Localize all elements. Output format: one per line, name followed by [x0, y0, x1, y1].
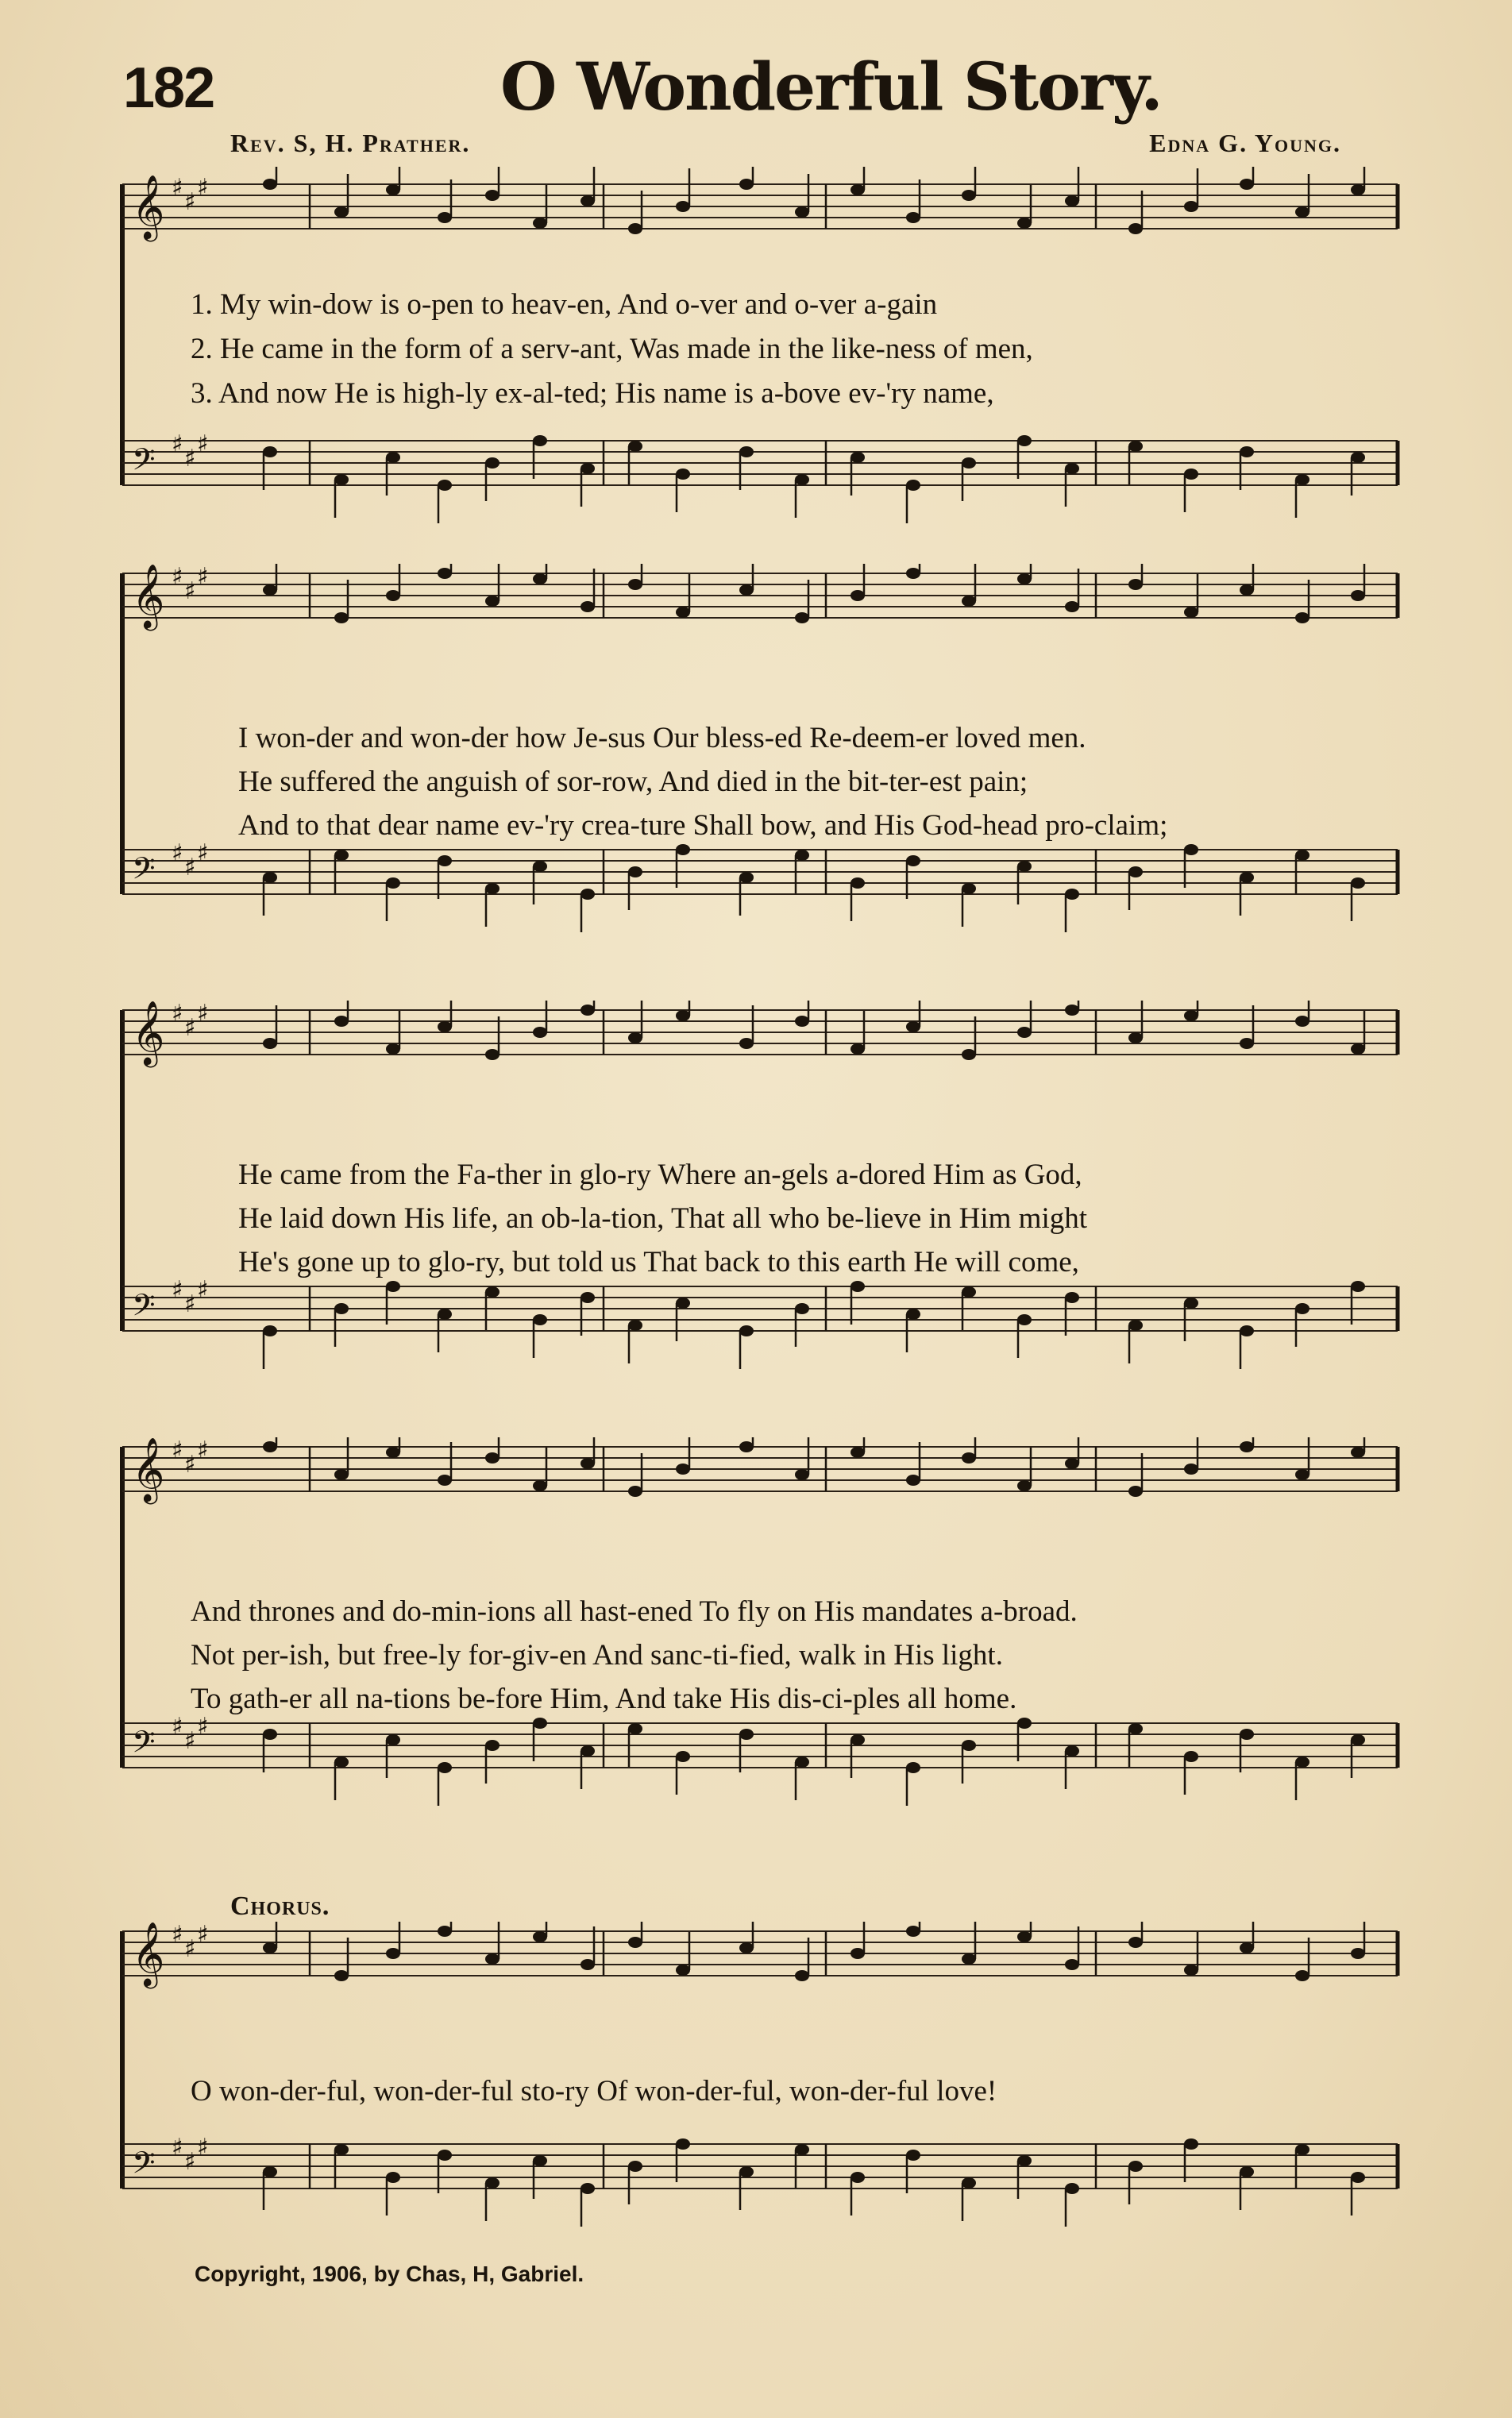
- note-head: [1351, 1948, 1365, 1959]
- note-head: [739, 2166, 754, 2177]
- note-head: [795, 1970, 809, 1981]
- note-head: [1184, 1464, 1198, 1475]
- sharp-icon: ♯: [172, 174, 183, 202]
- lyricist-credit: Rev. S, H. Prather.: [230, 129, 471, 157]
- verse-2-line-3: He laid down His life, an ob-la-tion, That all who be-lieve in Him might: [238, 1202, 1088, 1235]
- note-head: [1128, 1723, 1143, 1734]
- note-head: [676, 1965, 690, 1976]
- note-head: [533, 1931, 547, 1942]
- sharp-icon: ♯: [172, 1001, 183, 1028]
- note-head: [850, 877, 865, 889]
- bass-clef-icon: 𝄢: [132, 1724, 156, 1767]
- note-head: [795, 1303, 809, 1314]
- note-head: [580, 2183, 595, 2194]
- note-head: [739, 1038, 754, 1049]
- note-head: [1351, 2172, 1365, 2183]
- note-head: [334, 850, 349, 861]
- note-head: [533, 1314, 547, 1325]
- note-head: [386, 1281, 400, 1292]
- treble-clef-icon: 𝄞: [132, 1001, 165, 1065]
- note-head: [795, 206, 809, 218]
- note-head: [1065, 601, 1079, 612]
- sharp-icon: ♯: [197, 430, 209, 458]
- note-head: [386, 1043, 400, 1055]
- system-2: [111, 564, 1410, 961]
- note-head: [676, 607, 690, 618]
- note-head: [676, 2138, 690, 2150]
- note-head: [533, 861, 547, 872]
- verse-1-line-2: I won-der and won-der how Je-sus Our bless-ed Re-deem-er loved men.: [238, 722, 1086, 754]
- note-head: [1240, 446, 1254, 457]
- note-head: [485, 1286, 499, 1298]
- note-head: [386, 2172, 400, 2183]
- note-head: [1128, 2161, 1143, 2172]
- note-head: [739, 446, 754, 457]
- note-head: [263, 1038, 277, 1049]
- note-head: [1065, 1745, 1079, 1757]
- sharp-icon: ♯: [197, 2134, 209, 2162]
- sharp-icon: ♯: [172, 1922, 183, 1949]
- note-head: [1295, 612, 1310, 623]
- note-head: [263, 1441, 277, 1452]
- note-head: [438, 1309, 452, 1320]
- note-head: [1295, 1757, 1310, 1768]
- note-head: [739, 179, 754, 190]
- note-head: [676, 469, 690, 480]
- note-head: [628, 1032, 642, 1043]
- note-head: [386, 877, 400, 889]
- note-head: [1295, 1970, 1310, 1981]
- note-head: [676, 844, 690, 855]
- note-head: [580, 601, 595, 612]
- copyright-notice: Copyright, 1906, by Chas, H, Gabriel.: [195, 2262, 584, 2286]
- note-head: [628, 1320, 642, 1331]
- system-4: [111, 1437, 1410, 1834]
- note-head: [485, 190, 499, 201]
- note-head: [580, 889, 595, 900]
- note-head: [438, 1762, 452, 1773]
- sharp-icon: ♯: [184, 854, 196, 881]
- note-head: [1240, 1038, 1254, 1049]
- note-head: [1128, 441, 1143, 452]
- note-head: [1240, 2166, 1254, 2177]
- note-head: [485, 1953, 499, 1965]
- note-head: [795, 1016, 809, 1027]
- system-3: [111, 1001, 1410, 1398]
- treble-clef-icon: 𝄞: [132, 1922, 165, 1986]
- note-head: [906, 2150, 920, 2161]
- hymn-number: 182: [123, 56, 214, 120]
- hymn-title: O Wonderful Story.: [500, 49, 1162, 125]
- note-head: [263, 1729, 277, 1740]
- note-head: [485, 1452, 499, 1464]
- note-head: [485, 883, 499, 894]
- note-head: [1065, 1458, 1079, 1469]
- note-head: [533, 2155, 547, 2166]
- note-head: [850, 1281, 865, 1292]
- note-head: [1295, 1016, 1310, 1027]
- verse-1-line-4: And thrones and do-min-ions all hast-ened To fly on His mandates a-broad.: [191, 1595, 1078, 1628]
- note-head: [962, 457, 976, 469]
- bass-clef-icon: 𝄢: [132, 850, 156, 893]
- verse-1-line-3: He came from the Fa-ther in glo-ry Where an-gels a-dored Him as God,: [238, 1159, 1082, 1191]
- note-head: [906, 1021, 920, 1032]
- note-head: [1351, 1734, 1365, 1745]
- music-system-svg: [111, 1437, 1410, 1834]
- note-head: [850, 2172, 865, 2183]
- note-head: [850, 1043, 865, 1055]
- note-head: [1295, 474, 1310, 485]
- note-head: [1184, 844, 1198, 855]
- note-head: [263, 584, 277, 596]
- note-head: [906, 1475, 920, 1486]
- sharp-icon: ♯: [172, 839, 183, 867]
- note-head: [386, 1948, 400, 1959]
- note-head: [386, 184, 400, 195]
- note-head: [1017, 1718, 1032, 1729]
- note-head: [795, 474, 809, 485]
- note-head: [263, 1325, 277, 1336]
- sharp-icon: ♯: [197, 174, 209, 202]
- sharp-icon: ♯: [172, 2134, 183, 2162]
- note-head: [1065, 463, 1079, 474]
- sharp-icon: ♯: [172, 564, 183, 591]
- note-head: [485, 596, 499, 607]
- note-head: [334, 1757, 349, 1768]
- note-head: [1017, 435, 1032, 446]
- note-head: [386, 1734, 400, 1745]
- note-head: [1128, 1937, 1143, 1948]
- note-head: [739, 584, 754, 596]
- note-head: [906, 855, 920, 866]
- note-head: [334, 474, 349, 485]
- note-head: [334, 1016, 349, 1027]
- note-head: [334, 612, 349, 623]
- note-head: [962, 1953, 976, 1965]
- verse-3-line-2: And to that dear name ev-'ry crea-ture Shall bow, and His God-head pro-claim;: [238, 809, 1168, 842]
- note-head: [795, 2144, 809, 2155]
- note-head: [1065, 1959, 1079, 1970]
- note-head: [628, 2161, 642, 2172]
- note-head: [263, 2166, 277, 2177]
- note-head: [1184, 1751, 1198, 1762]
- note-head: [386, 452, 400, 463]
- note-head: [485, 1049, 499, 1060]
- note-head: [676, 1298, 690, 1309]
- note-head: [485, 457, 499, 469]
- note-head: [1017, 573, 1032, 584]
- note-head: [1240, 1729, 1254, 1740]
- note-head: [1065, 2183, 1079, 2194]
- note-head: [850, 1734, 865, 1745]
- note-head: [1295, 206, 1310, 218]
- note-head: [795, 850, 809, 861]
- note-head: [906, 212, 920, 223]
- note-head: [1017, 1480, 1032, 1491]
- verse-2-line-1: 2. He came in the form of a serv-ant, Was made in the like-ness of men,: [191, 333, 1033, 365]
- note-head: [1184, 1298, 1198, 1309]
- note-head: [962, 1452, 976, 1464]
- note-head: [334, 1970, 349, 1981]
- sharp-icon: ♯: [184, 445, 196, 472]
- sharp-icon: ♯: [197, 1437, 209, 1464]
- note-head: [1295, 1303, 1310, 1314]
- treble-clef-icon: 𝄞: [132, 1437, 165, 1502]
- note-head: [1240, 872, 1254, 883]
- sharp-icon: ♯: [197, 839, 209, 867]
- note-head: [962, 596, 976, 607]
- note-head: [334, 2144, 349, 2155]
- note-head: [1184, 469, 1198, 480]
- sharp-icon: ♯: [184, 1935, 196, 1963]
- note-head: [1017, 1027, 1032, 1038]
- verse-3-line-3: He's gone up to glo-ry, but told us That back to this earth He will come,: [238, 1246, 1079, 1278]
- note-head: [1184, 1010, 1198, 1021]
- note-head: [485, 1740, 499, 1751]
- note-head: [850, 452, 865, 463]
- sharp-icon: ♯: [184, 1727, 196, 1755]
- sharp-icon: ♯: [184, 1451, 196, 1479]
- sharp-icon: ♯: [172, 430, 183, 458]
- note-head: [906, 1762, 920, 1773]
- note-head: [1065, 1292, 1079, 1303]
- note-head: [676, 1464, 690, 1475]
- treble-clef-icon: 𝄞: [132, 564, 165, 628]
- note-head: [1128, 579, 1143, 590]
- note-head: [628, 579, 642, 590]
- note-head: [628, 1723, 642, 1734]
- note-head: [628, 223, 642, 234]
- note-head: [438, 1475, 452, 1486]
- note-head: [1065, 1005, 1079, 1016]
- note-head: [962, 2177, 976, 2189]
- note-head: [1184, 1965, 1198, 1976]
- note-head: [533, 218, 547, 229]
- sharp-icon: ♯: [197, 564, 209, 591]
- sharp-icon: ♯: [172, 1713, 183, 1741]
- bass-clef-icon: 𝄢: [132, 2145, 156, 2188]
- music-system-svg: [111, 1001, 1410, 1398]
- sharp-icon: ♯: [172, 1437, 183, 1464]
- note-head: [438, 1021, 452, 1032]
- note-head: [263, 179, 277, 190]
- note-head: [850, 1447, 865, 1458]
- note-head: [438, 1926, 452, 1937]
- sharp-icon: ♯: [184, 1014, 196, 1042]
- note-head: [739, 1441, 754, 1452]
- note-head: [533, 1718, 547, 1729]
- sharp-icon: ♯: [184, 2148, 196, 2176]
- note-head: [1017, 861, 1032, 872]
- note-head: [795, 1469, 809, 1480]
- note-head: [580, 463, 595, 474]
- verse-3-line-1: 3. And now He is high-ly ex-al-ted; His name is a-bove ev-'ry name,: [191, 377, 994, 410]
- sharp-icon: ♯: [197, 1922, 209, 1949]
- chorus-label: Chorus.: [230, 1892, 330, 1921]
- music-system-svg: [111, 564, 1410, 961]
- note-head: [1351, 1043, 1365, 1055]
- note-head: [580, 1745, 595, 1757]
- note-head: [962, 1740, 976, 1751]
- note-head: [580, 1959, 595, 1970]
- note-head: [1017, 1314, 1032, 1325]
- note-head: [850, 1948, 865, 1959]
- sharp-icon: ♯: [184, 577, 196, 605]
- note-head: [676, 201, 690, 212]
- note-head: [334, 1469, 349, 1480]
- note-head: [1240, 1441, 1254, 1452]
- bass-clef-icon: 𝄢: [132, 442, 156, 484]
- bass-clef-icon: 𝄢: [132, 1287, 156, 1330]
- note-head: [1351, 184, 1365, 195]
- note-head: [1184, 201, 1198, 212]
- note-head: [485, 2177, 499, 2189]
- note-head: [676, 1010, 690, 1021]
- note-head: [1351, 1447, 1365, 1458]
- note-head: [739, 1942, 754, 1953]
- note-head: [580, 1005, 595, 1016]
- note-head: [1017, 218, 1032, 229]
- note-head: [438, 212, 452, 223]
- note-head: [1351, 452, 1365, 463]
- note-head: [628, 866, 642, 877]
- sharp-icon: ♯: [172, 1276, 183, 1304]
- sharp-icon: ♯: [197, 1713, 209, 1741]
- note-head: [580, 1292, 595, 1303]
- note-head: [906, 1309, 920, 1320]
- note-head: [739, 1325, 754, 1336]
- note-head: [438, 480, 452, 491]
- note-head: [1240, 1942, 1254, 1953]
- note-head: [438, 568, 452, 579]
- note-head: [1017, 2155, 1032, 2166]
- note-head: [1128, 223, 1143, 234]
- note-head: [628, 441, 642, 452]
- note-head: [1128, 1032, 1143, 1043]
- note-head: [962, 1286, 976, 1298]
- note-head: [739, 872, 754, 883]
- note-head: [628, 1486, 642, 1497]
- note-head: [1240, 584, 1254, 596]
- note-head: [1295, 1469, 1310, 1480]
- note-head: [263, 1942, 277, 1953]
- note-head: [962, 1049, 976, 1060]
- note-head: [438, 855, 452, 866]
- note-head: [1128, 1486, 1143, 1497]
- note-head: [1295, 2144, 1310, 2155]
- note-head: [334, 206, 349, 218]
- note-head: [580, 1458, 595, 1469]
- note-head: [1240, 179, 1254, 190]
- sharp-icon: ♯: [197, 1001, 209, 1028]
- note-head: [962, 883, 976, 894]
- note-head: [676, 1751, 690, 1762]
- note-head: [1351, 877, 1365, 889]
- note-head: [795, 1757, 809, 1768]
- note-head: [795, 612, 809, 623]
- verse-3-line-4: To gath-er all na-tions be-fore Him, And take His dis-ci-ples all home.: [191, 1683, 1017, 1715]
- note-head: [533, 435, 547, 446]
- note-head: [1065, 889, 1079, 900]
- note-head: [906, 568, 920, 579]
- note-head: [1351, 590, 1365, 601]
- note-head: [263, 446, 277, 457]
- note-head: [850, 590, 865, 601]
- note-head: [1128, 866, 1143, 877]
- sharp-icon: ♯: [184, 188, 196, 216]
- note-head: [580, 195, 595, 206]
- note-head: [1184, 2138, 1198, 2150]
- verse-2-line-2: He suffered the anguish of sor-row, And died in the bit-ter-est pain;: [238, 766, 1028, 798]
- note-head: [962, 190, 976, 201]
- treble-clef-icon: 𝄞: [132, 174, 165, 239]
- note-head: [263, 872, 277, 883]
- note-head: [1351, 1281, 1365, 1292]
- note-head: [628, 1937, 642, 1948]
- note-head: [386, 1447, 400, 1458]
- sharp-icon: ♯: [184, 1290, 196, 1318]
- note-head: [334, 1303, 349, 1314]
- chorus-line-1: O won-der-ful, won-der-ful sto-ry Of won-der-ful, won-der-ful love!: [191, 2075, 997, 2108]
- note-head: [1017, 1931, 1032, 1942]
- note-head: [1240, 1325, 1254, 1336]
- note-head: [438, 2150, 452, 2161]
- note-head: [1295, 850, 1310, 861]
- note-head: [1065, 195, 1079, 206]
- note-head: [533, 1027, 547, 1038]
- note-head: [1128, 1320, 1143, 1331]
- note-head: [533, 1480, 547, 1491]
- note-head: [386, 590, 400, 601]
- note-head: [850, 184, 865, 195]
- note-head: [906, 1926, 920, 1937]
- verse-2-line-4: Not per-ish, but free-ly for-giv-en And sanc-ti-fied, walk in His light.: [191, 1639, 1003, 1672]
- note-head: [906, 480, 920, 491]
- sharp-icon: ♯: [197, 1276, 209, 1304]
- composer-credit: Edna G. Young.: [1149, 129, 1341, 157]
- note-head: [1184, 607, 1198, 618]
- note-head: [739, 1729, 754, 1740]
- verse-1-line-1: 1. My win-dow is o-pen to heav-en, And o-ver and o-ver a-gain: [191, 288, 938, 321]
- note-head: [533, 573, 547, 584]
